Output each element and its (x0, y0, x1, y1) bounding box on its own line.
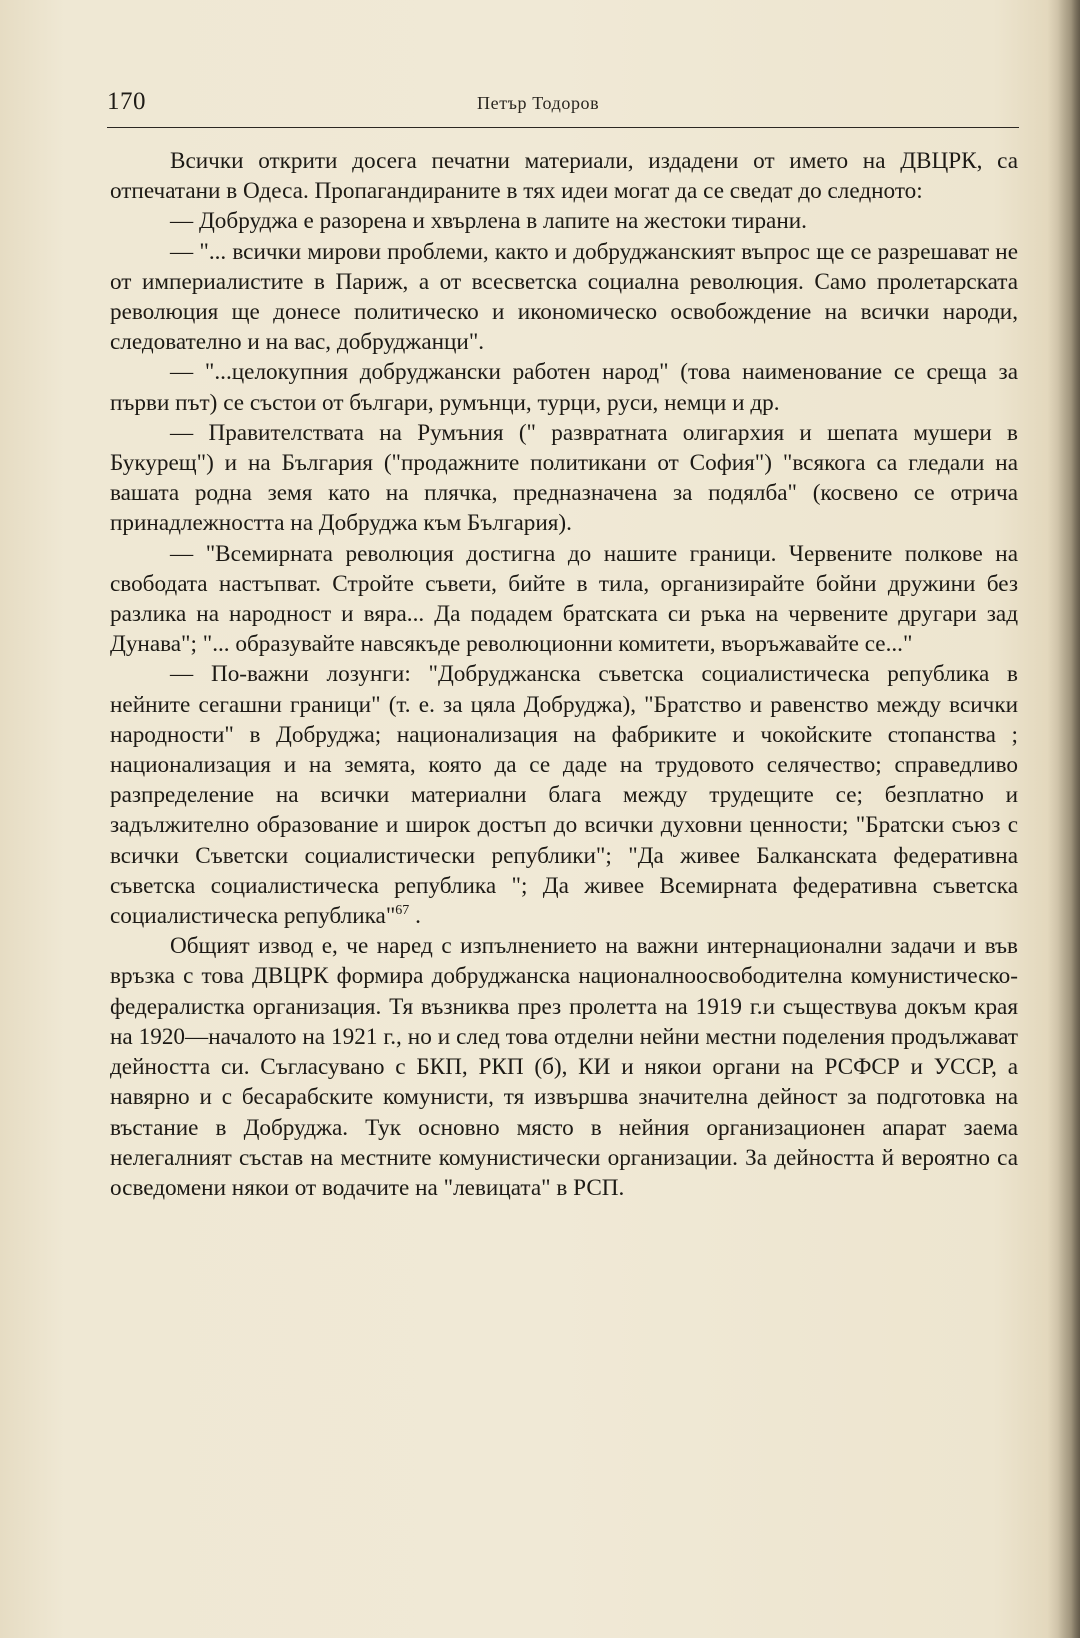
page-number: 170 (107, 88, 146, 115)
footnote-marker[interactable]: 67 (395, 903, 410, 919)
paragraph-text: Общият извод е, че наред с изпълнението на важни интернационални задачи и във връзка с това ДВЦРК формира добруджанска националноосвободителна комунистическо-федералистка организация. Тя възниква през пролетта на 1919 г.и съществува докъм края на 1920—началото на 1921 г., но и след това отделни нейни местни поделения продължават дейността си. Съгласувано с БКП, РКП (б), КИ и някои органи на РСФСР и УССР, а навярно и с бесарабските комунисти, тя извършва значителна дейност за подготовка на въстание в Добруджа. Тук основно място в нейния организационен апарат заема нелегалният състав на местните комунистически организации. За дейността й вероятно са осведомени някои от водачите на "левицата" в РСП. (110, 933, 1018, 1201)
paragraph-point-slogans (110, 659, 1018, 931)
paragraph-text-tail: . (409, 903, 421, 930)
body-text (110, 146, 1018, 1203)
paragraph-text: — По-важни лозунги: "Добруджанска съветска социалистическа република в нейните сегашни граници" (т. е. за цяла Добруджа), "Братство и равенство между всички народности" в Добруджа; национализация на фабриките и чокойските стопанства ; национализация и на земята, която да се даде на трудовото селячество; справедливо разпределение на всички материални блага между трудещите се; безплатно и задължително образование и широк достъп до всички духовни ценности; "Братски съюз с всички Съветски социалистически републики"; "Да живее Балканската федеративна съветска социалистическа република "; Да живее Всемирната федеративна съветска социалистическа република" (110, 661, 1018, 930)
paragraph-point-ruined (110, 206, 1018, 236)
page-edge-shadow (1058, 0, 1080, 1638)
paragraph-point-governments (110, 418, 1018, 539)
paragraph-text: — Добруджа е разорена и хвърлена в лапите на жестоки тирани. (170, 208, 807, 235)
paragraph-text: Всички открити досега печатни материали, издадени от името на ДВЦРК, са отпечатани в Одеса. Пропагандираните в тях идеи могат да се сведат до следното: (110, 148, 1018, 205)
paragraph-text: — "Всемирната революция достигна до нашите граници. Червените полкове на свободата настъпват. Стройте съвети, бийте в тила, организирайте бойни дружини без разлика на народност и вяра... Да подадем братската си ръка на червените другари зад Дунава"; "... образувайте навсякъде революционни комитети, въоръжавайте се..." (110, 540, 1018, 658)
paragraph-conclusion (110, 931, 1018, 1203)
running-head-author: Петър Тодоров (477, 93, 600, 113)
paragraph-text: — "... всички мирови проблеми, както и добруджанският въпрос ще се разрешават не от империалистите в Париж, а от всесветска социална революция. Само пролетарската революция ще донесе политическо и икономическо освобождение на всички народи, следователно и на вас, добруджанци". (110, 238, 1018, 356)
paragraph-point-working-people (110, 357, 1018, 417)
header-rule (107, 127, 1019, 128)
paragraph-intro (110, 146, 1018, 206)
paragraph-text: — "...целокупния добруджански работен народ" (това наименование се среща за първи път) се състои от българи, румънци, турци, руси, немци и др. (110, 359, 1018, 416)
paragraph-text: — Правителствата на Румъния (" развратната олигархия и шепата мушери в Букурещ") и на България ("продажните политикани от София") "всякога са гледали на вашата родна земя като на плячка, предназначена за подялба" (косвено се отрича принадлежността на Добруджа към България). (110, 419, 1018, 537)
paragraph-point-world-revolution (110, 237, 1018, 358)
page-header (107, 86, 1019, 126)
paragraph-point-red-regiments (110, 539, 1018, 660)
